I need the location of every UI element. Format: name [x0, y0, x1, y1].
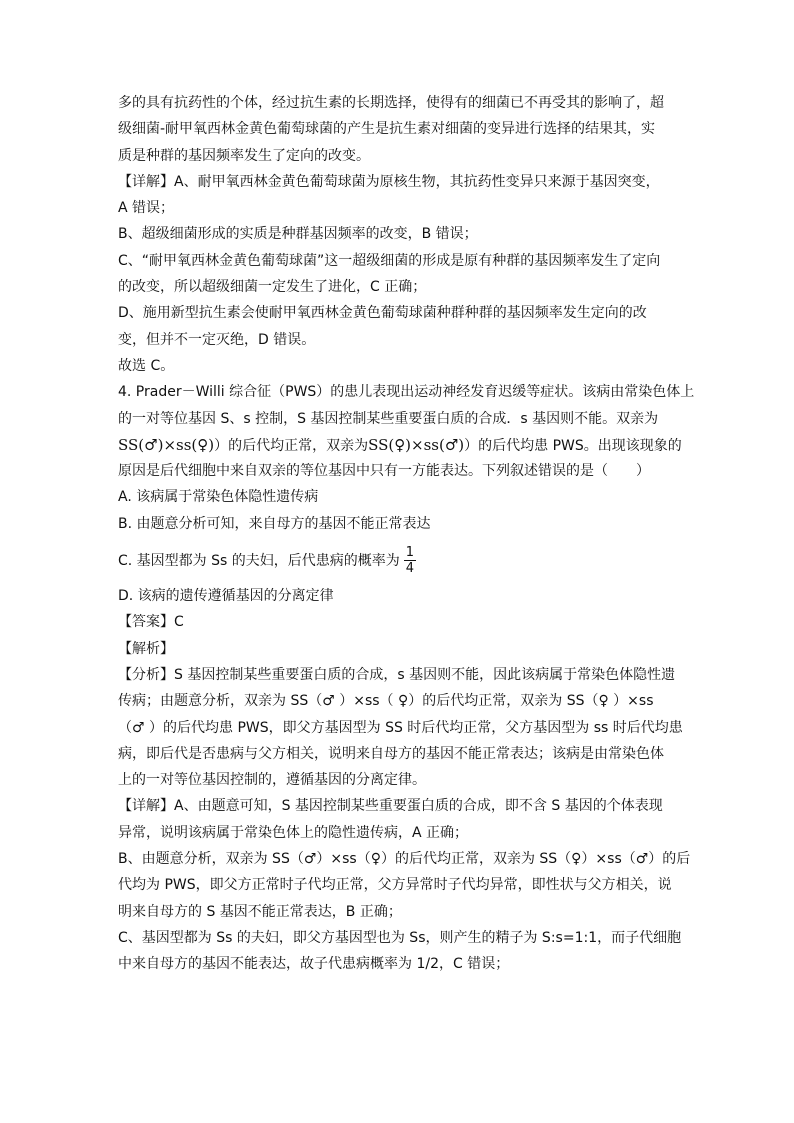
text-segment: ）的后代均正常，双亲为 — [214, 437, 369, 454]
question-4-line — [118, 432, 682, 458]
text-line: 中来自母方的基因不能表达，故子代患病概率为 1/2，C 错误； — [118, 956, 510, 973]
fraction-numerator: 1 — [405, 544, 415, 560]
text-line: B、由题意分析，双亲为 SS（♂）×ss（♀）的后代均正常，双亲为 SS（♀）×ss（♂）的后 — [118, 851, 691, 868]
text-line: 传病；由题意分析，双亲为 SS（♂ ）×ss（ ♀）的后代均正常，双亲为 SS（♀ ）×ss — [118, 693, 654, 710]
question-4-line: 的一对等位基因 S、s 控制，S 基因控制某些重要蛋白质的合成．s 基因则不能。双亲为 — [118, 410, 659, 427]
text-segment: ）的后代均患 PWS。出现该现象的 — [464, 437, 682, 454]
text-line: 异常，说明该病属于常染色体上的隐性遗传病，A 正确； — [118, 824, 469, 841]
text-line: C、基因型都为 Ss 的夫妇，即父方基因型也为 Ss，则产生的精子为 S:s=1:1，而子代细胞 — [118, 929, 682, 946]
text-line: C、“耐甲氧西林金黄色葡萄球菌”这一超级细菌的形成是原有种群的基因频率发生了定向 — [118, 252, 661, 269]
option-c-text: C. 基因型都为 Ss 的夫妇，后代患病的概率为 — [118, 553, 400, 570]
text-line: （♂ ）的后代均患 PWS，即父方基因型为 SS 时后代均正常，父方基因型为 ss 时后代均患 — [118, 719, 683, 736]
answer-line: 【答案】C — [118, 614, 184, 631]
text-line: 上的一对等位基因控制的，遵循基因的分离定律。 — [118, 772, 426, 789]
option-b: B. 由题意分析可知，来自母方的基因不能正常表达 — [118, 515, 431, 532]
text-line: A 错误； — [118, 200, 175, 217]
text-line: 明来自母方的 S 基因不能正常表达，B 正确； — [118, 903, 402, 920]
document-page — [118, 90, 695, 978]
text-line: 多的具有抗药性的个体，经过抗生素的长期选择，使得有的细菌已不再受其的影响了，超 — [118, 95, 664, 111]
text-line: 变，但并不一定灭绝，D 错误。 — [118, 331, 316, 348]
option-d: D. 该病的遗传遵循基因的分离定律 — [118, 588, 334, 605]
question-4-line: 4. Prader－Willi 综合征（PWS）的患儿表现出运动神经发育迟缓等症状。该病由常染色体上 — [118, 384, 695, 401]
parents-formula-2: SS(♀)×ss(♂) — [368, 435, 465, 454]
fraction — [404, 545, 416, 576]
text-line: 级细菌-耐甲氧西林金黄色葡萄球菌的产生是抗生素对细菌的变异进行选择的结果其，实 — [118, 121, 656, 138]
fraction-denominator: 4 — [405, 560, 415, 576]
text-line: 的改变，所以超级细菌一定发生了进化，C 正确； — [118, 279, 427, 296]
text-line: 【详解】A、耐甲氧西林金黄色葡萄球菌为原核生物，其抗药性变异只来源于基因突变， — [118, 173, 660, 190]
question-4-line: 原因是后代细胞中来自双亲的等位基因中只有一方能表达。下列叙述错误的是（ ） — [118, 463, 650, 480]
parents-formula-1: SS(♂)×ss(♀) — [118, 435, 215, 454]
text-line: D、施用新型抗生素会使耐甲氧西林金黄色葡萄球菌种群种群的基因频率发生定向的改 — [118, 305, 647, 322]
text-line: 质是种群的基因频率发生了定向的改变。 — [118, 147, 370, 164]
text-line: 【分析】S 基因控制某些重要蛋白质的合成，s 基因则不能，因此该病属于常染色体隐性遗 — [118, 666, 676, 683]
option-c — [118, 537, 678, 583]
text-line: 【详解】A、由题意可知，S 基因控制某些重要蛋白质的合成，即不含 S 基因的个体表现 — [118, 798, 663, 815]
text-line: 病，即后代是否患病与父方相关，说明来自母方的基因不能正常表达；该病是由常染色体 — [118, 745, 664, 762]
text-line: 故选 C。 — [118, 357, 175, 374]
text-line: B、超级细菌形成的实质是种群基因频率的改变，B 错误； — [118, 226, 478, 243]
option-a: A. 该病属于常染色体隐性遗传病 — [118, 489, 319, 506]
text-line: 代均为 PWS，即父方正常时子代均正常，父方异常时子代均异常，即性状与父方相关，说 — [118, 877, 672, 894]
analysis-heading: 【解析】 — [118, 640, 174, 657]
